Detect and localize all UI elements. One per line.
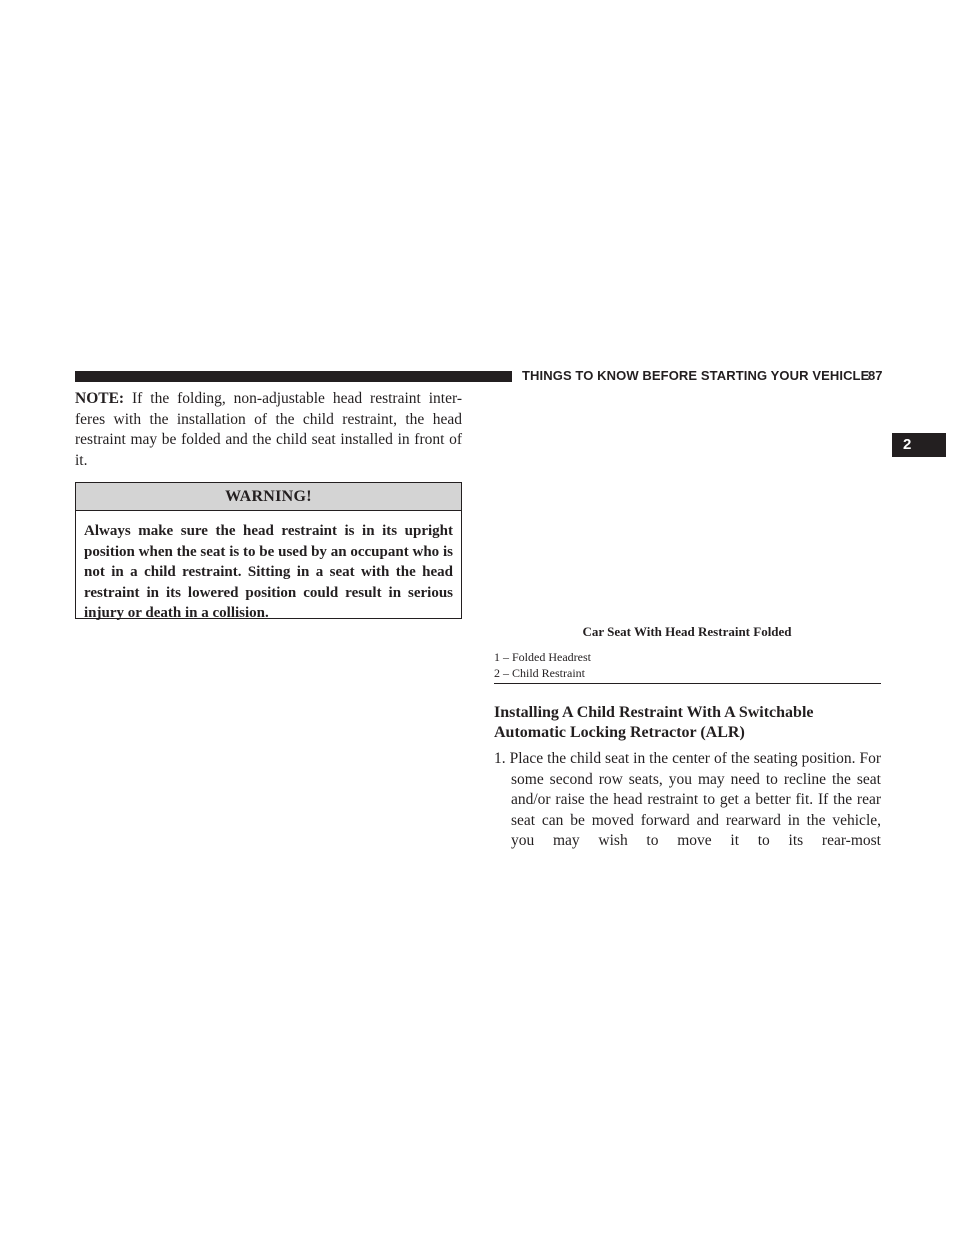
warning-title: WARNING! [76,483,461,511]
step-1: 1. Place the child seat in the center of the seating position. For some second row seats, you may need to recline the seat and/or raise the head restraint to get a better fit. If the rear seat can be moved forward and rearward in the vehicle, you may wish to move it to its rear-most [494,750,881,849]
note-label: NOTE: [75,390,125,407]
warning-text: Always make sure the head restraint is in its upright position when the seat is to be used by an occupant who is not in a child restraint. Sitting in a seat with the head restraint in its lowered position could result in serious injury or death in a collision. [84,523,453,621]
header-rule [75,371,512,382]
page-number: 87 [868,368,883,383]
legend-item: 2 – Child Restraint [494,665,585,680]
note-paragraph [75,389,462,471]
section-heading: Installing A Child Restraint With A Switchable Automatic Locking Retractor (ALR) [494,704,814,741]
figure-caption: Car Seat With Head Restraint Folded [582,624,792,639]
note-text: If the folding, non-adjustable head restraint inter-feres with the installation of the child restraint, the head restraint may be folded and the child seat installed in front of it. [75,390,462,469]
figure-legend [494,650,881,684]
legend-item: 1 – Folded Headrest [494,650,591,664]
running-header-title: THINGS TO KNOW BEFORE STARTING YOUR VEHICLE [522,368,870,383]
warning-box [75,482,462,619]
figure-area [494,395,880,615]
chapter-tab: 2 [892,433,946,457]
